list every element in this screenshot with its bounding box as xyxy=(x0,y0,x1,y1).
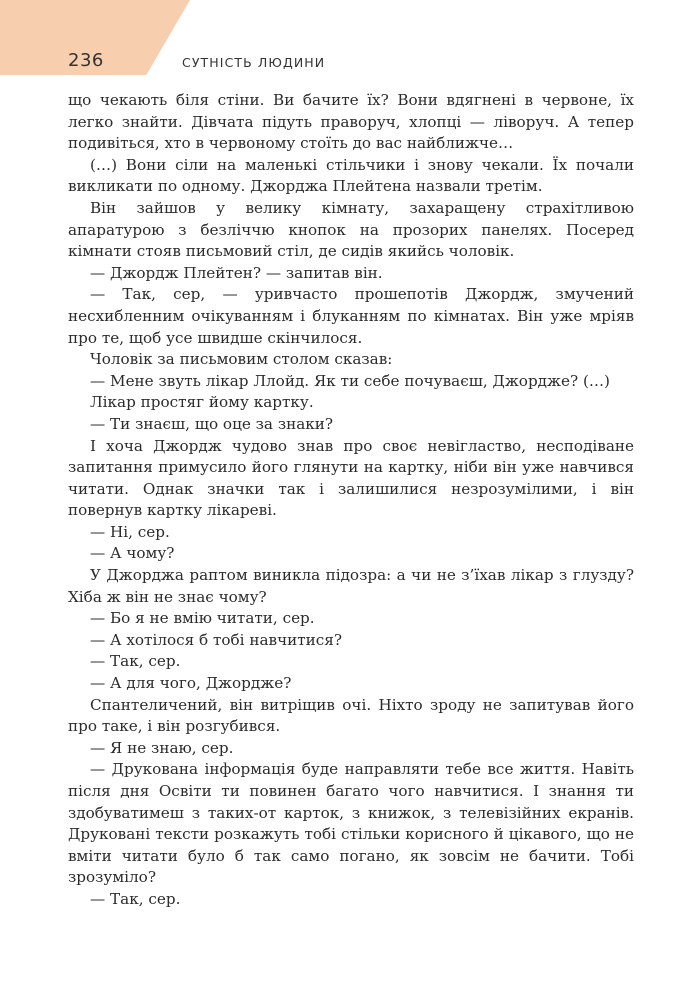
paragraph: — А для чого, Джордже? xyxy=(90,674,292,693)
paragraph: — Друкована інформація буде направляти тебе все життя. Навіть після дня Освіти ти повинен багато чого навчитися. І знання ти здобуватимеш з таких-от карток, з книжок, з телевізійних екранів. Друковані тексти розкажуть тобі стільки корисного й цікавого, що не вміти читати було б так само погано, як зовсім не бачити. Тобі зрозуміло? xyxy=(68,760,634,887)
paragraph: — Ні, сер. xyxy=(90,522,170,541)
paragraph: І хоча Джордж чудово знав про своє невігластво, несподіване запитання примусило його глянути на картку, ніби він уже навчився читати. Однак значки так і залишилися незрозумілими, і він повернув картку лікареві. xyxy=(68,436,634,520)
paragraph: — Так, сер. xyxy=(90,889,181,908)
paragraph: — Я не знаю, сер. xyxy=(90,738,234,757)
paragraph: — Так, сер. xyxy=(90,652,181,671)
paragraph: Він зайшов у велику кімнату, захаращену страхітливою апаратурою з безліччю кнопок на прозорих панелях. Посеред кімнати стояв письмовий стіл, де сидів якийсь чоловік. xyxy=(68,198,634,261)
paragraph: — Ти знаєш, що оце за знаки? xyxy=(90,414,334,433)
page-number: 236 xyxy=(68,50,104,71)
paragraph: — Мене звуть лікар Ллойд. Як ти себе почуваєш, Джордже? (…) xyxy=(90,371,610,390)
paragraph: — Так, сер, — уривчасто прошепотів Джордж, змучений несхибленним очікуванням і блуканням по кімнатах. Він уже мріяв про те, щоб усе швидше скінчилося. xyxy=(68,285,634,347)
paragraph: — Бо я не вмію читати, сер. xyxy=(90,609,315,628)
body-text xyxy=(68,90,634,911)
paragraph: (…) Вони сіли на маленькі стільчики і знову чекали. Їх почали викликати по одному. Джорджа Плейтена назвали третім. xyxy=(68,155,634,196)
running-header: СУТНІСТЬ ЛЮДИНИ xyxy=(182,55,326,70)
paragraph: У Джорджа раптом виникла підозра: а чи не з’їхав лікар з глузду? Хіба ж він не знає чому? xyxy=(68,566,634,606)
paragraph: — А чому? xyxy=(90,544,175,563)
paragraph: Чоловік за письмовим столом сказав: xyxy=(90,350,393,369)
paragraph: що чекають біля стіни. Ви бачите їх? Вони вдягнені в червоне, їх легко знайти. Дівчата підуть праворуч, хлопці — ліворуч. А тепер подивіться, хто в червоному стоїть до вас найближче… xyxy=(68,91,634,153)
paragraph: — Джордж Плейтен? — запитав він. xyxy=(90,263,383,282)
paragraph: Спантеличений, він витріщив очі. Ніхто зроду не запитував його про таке, і він розгубився. xyxy=(68,695,634,736)
paragraph: Лікар простяг йому картку. xyxy=(90,393,314,412)
paragraph: — А хотілося б тобі навчитися? xyxy=(90,630,343,649)
